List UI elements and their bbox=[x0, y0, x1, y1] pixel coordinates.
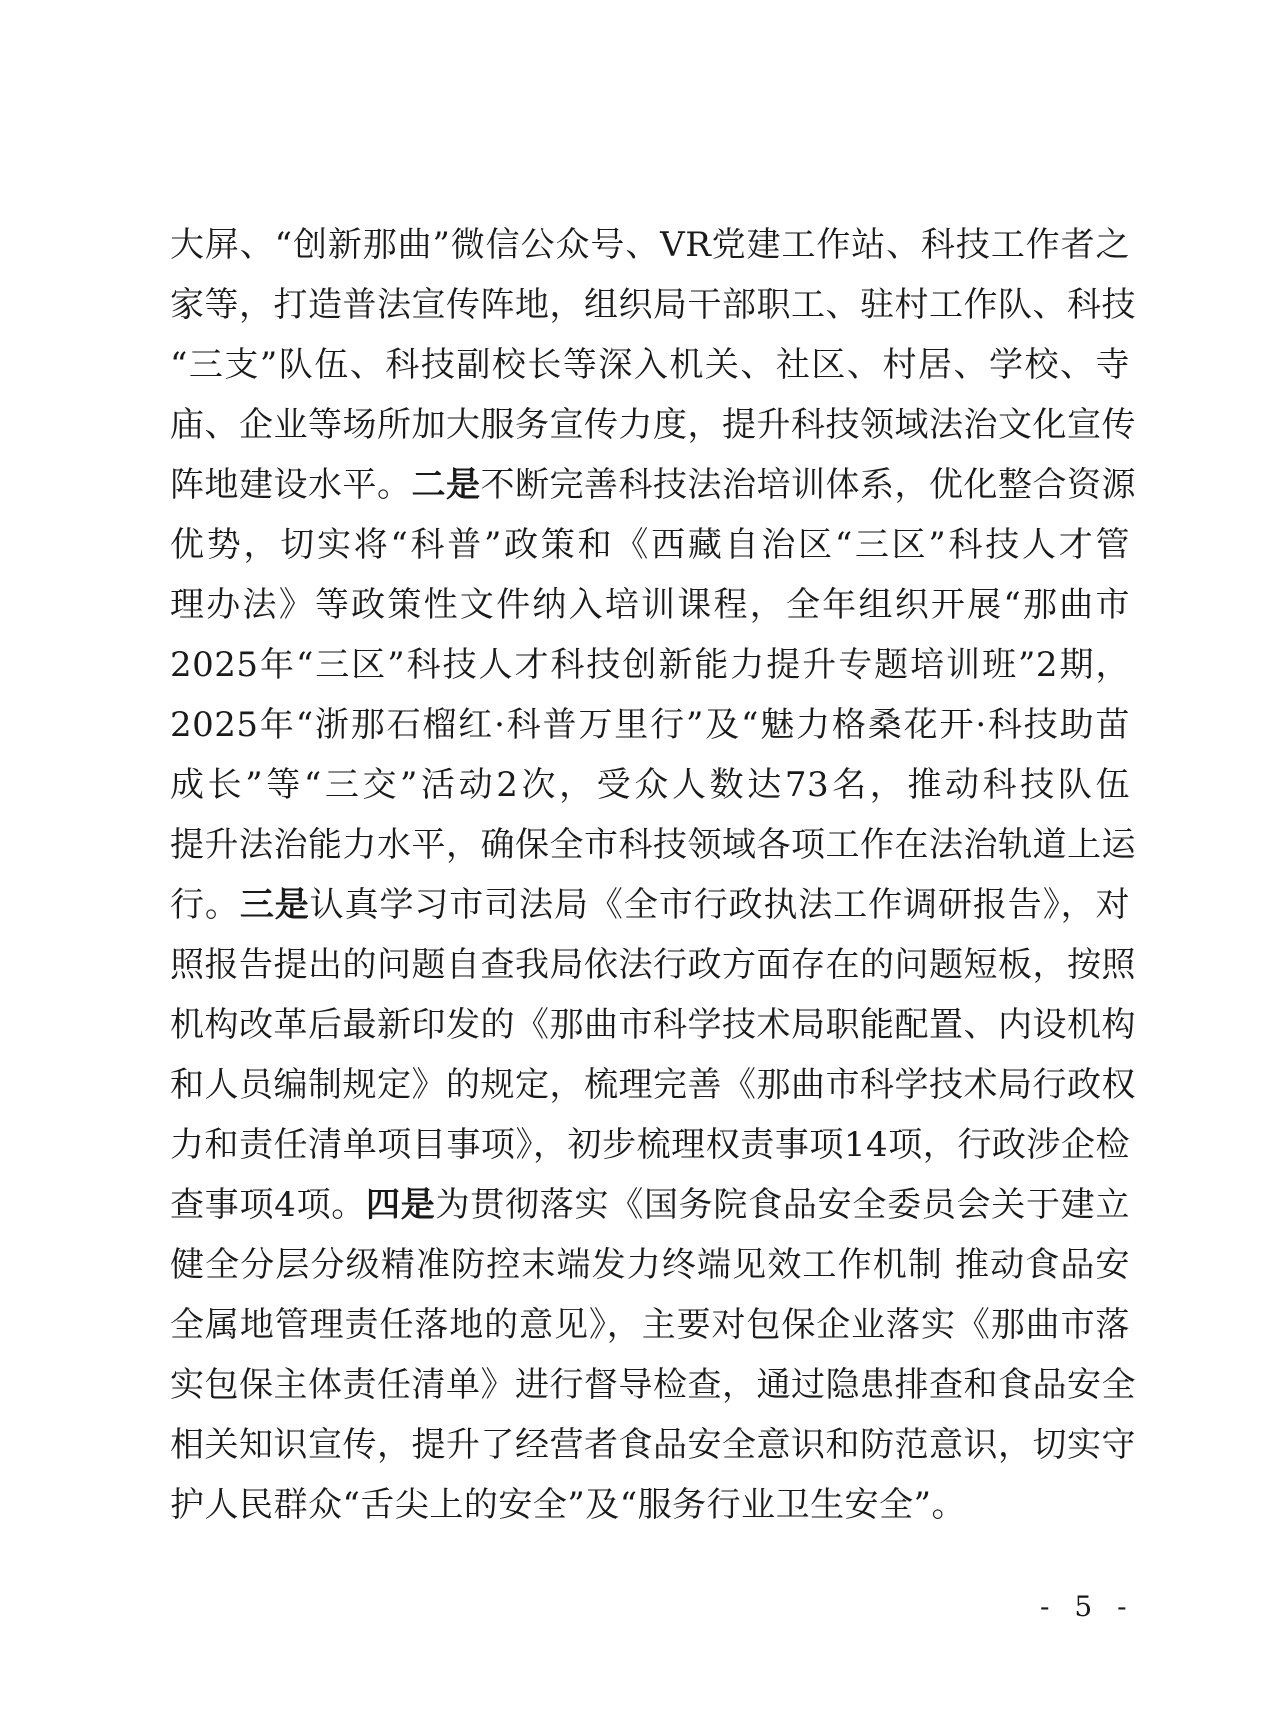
text-line: 护人民群众“舌尖上的安全”及“服务行业卫生安全”。 bbox=[170, 1485, 967, 1525]
text-line: 优势，切实将“科普”政策和《西藏自治区“三区”科技人才管 bbox=[170, 525, 1130, 565]
text-line: 2025年“三区”科技人才科技创新能力提升专题培训班”2期， bbox=[170, 645, 1130, 685]
text-line: 大屏、“创新那曲”微信公众号、VR党建工作站、科技工作者之 bbox=[170, 225, 1130, 265]
text-line: 阵地建设水平。二是不断完善科技法治培训体系，优化整合资源 bbox=[170, 465, 1136, 505]
emphasis-point-four: 四是 bbox=[366, 1185, 436, 1225]
text-line: 理办法》等政策性文件纳入培训课程，全年组织开展“那曲市 bbox=[170, 585, 1130, 625]
text-line: 和人员编制规定》的规定，梳理完善《那曲市科学技术局行政权 bbox=[170, 1065, 1136, 1105]
text-line: 健全分层分级精准防控末端发力终端见效工作机制 推动食品安 bbox=[170, 1245, 1130, 1285]
text-line: 查事项4项。四是为贯彻落实《国务院食品安全委员会关于建立 bbox=[170, 1185, 1131, 1225]
text-line: 2025年“浙那石榴红·科普万里行”及“魅力格桑花开·科技助苗 bbox=[170, 705, 1130, 745]
text-line: 全属地管理责任落地的意见》，主要对包保企业落实《那曲市落 bbox=[170, 1305, 1130, 1345]
text-line: “三支”队伍、科技副校长等深入机关、社区、村居、学校、寺 bbox=[170, 345, 1130, 385]
body-text bbox=[170, 215, 1136, 1535]
text-line: 家等，打造普法宣传阵地，组织局干部职工、驻村工作队、科技 bbox=[170, 285, 1136, 325]
text-line: 相关知识宣传，提升了经营者食品安全意识和防范意识，切实守 bbox=[170, 1425, 1136, 1465]
emphasis-point-two: 二是 bbox=[411, 465, 481, 505]
text-line: 成长”等“三交”活动2次，受众人数达73名，推动科技队伍 bbox=[170, 765, 1130, 805]
text-line: 照报告提出的问题自查我局依法行政方面存在的问题短板，按照 bbox=[170, 945, 1136, 985]
text-line: 庙、企业等场所加大服务宣传力度，提升科技领域法治文化宣传 bbox=[170, 405, 1136, 445]
text-line: 机构改革后最新印发的《那曲市科学技术局职能配置、内设机构 bbox=[170, 1005, 1136, 1045]
emphasis-point-three: 三是 bbox=[239, 885, 310, 925]
text-line: 力和责任清单项目事项》，初步梳理权责事项14项，行政涉企检 bbox=[170, 1125, 1130, 1165]
text-line: 提升法治能力水平，确保全市科技领域各项工作在法治轨道上运 bbox=[170, 825, 1136, 865]
page-number: - 5 - bbox=[1040, 1590, 1135, 1623]
text-line: 行。三是认真学习市司法局《全市行政执法工作调研报告》，对 bbox=[170, 885, 1131, 925]
text-line: 实包保主体责任清单》进行督导检查，通过隐患排查和食品安全 bbox=[170, 1365, 1136, 1405]
